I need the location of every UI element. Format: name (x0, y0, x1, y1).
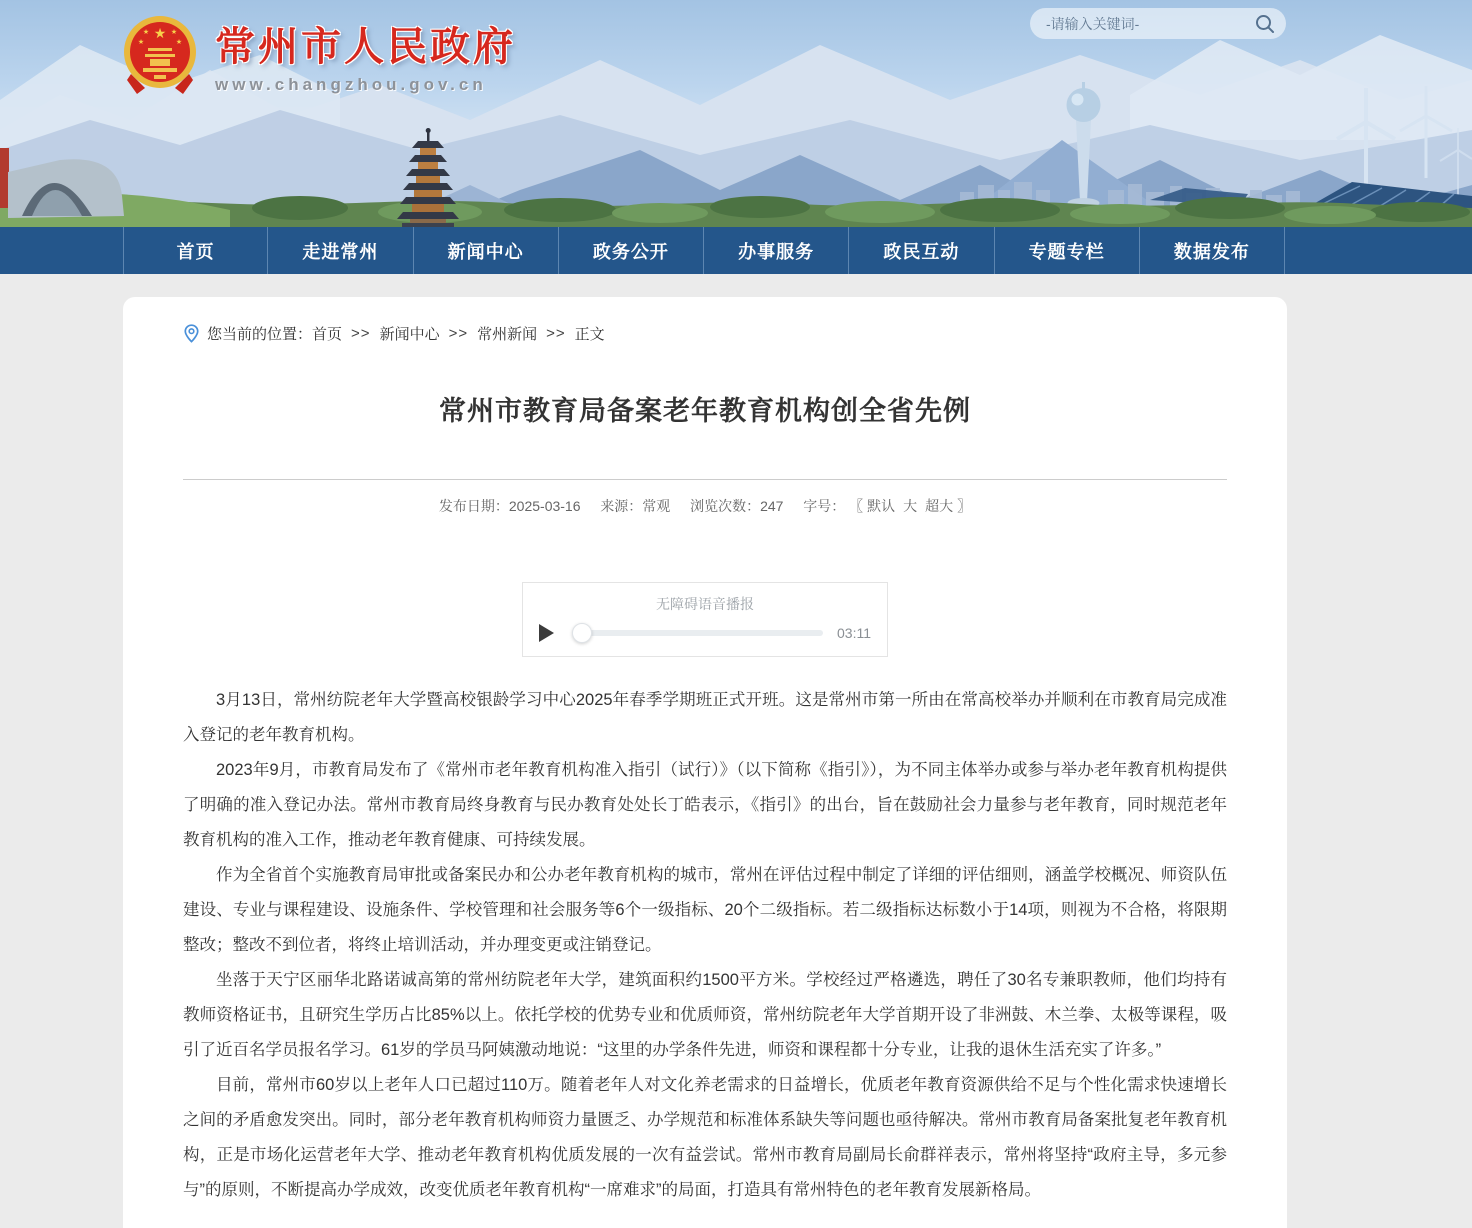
nav-label: 专题专栏 (1028, 241, 1105, 262)
article-paragraph: 坐落于天宁区丽华北路诺诚高第的常州纺院老年大学，建筑面积约1500平方米。学校经过严格遴选，聘任了30名专兼职教师，他们均持有教师资格证书，且研究生学历占比85%以上。依托学校的优势专业和优质师资，常州纺院老年大学首期开设了非洲鼓、木兰拳、太极等课程，吸引了近百名学员报名学习。61岁的学员马阿姨激动地说：“这里的办学条件先进，师资和课程都十分专业，让我的退休生活充实了许多。” (183, 971, 1227, 1059)
article-paragraph: 目前，常州市60岁以上老年人口已超过110万。随着老年人对文化养老需求的日益增长，优质老年教育资源供给不足与个性化需求快速增长之间的矛盾愈发突出。同时，部分老年教育机构师资力量匮乏、办学规范和标准体系缺失等问题也亟待解决。常州市教育局备案批复老年教育机构，正是市场化运营老年大学、推动老年教育机构优质发展的一次有益尝试。常州市教育局副局长俞群祥表示，常州将坚持“政府主导，多元参与”的原则，不断提高办学成效，改变优质老年教育机构“一席难求”的局面，打造具有常州特色的老年教育发展新格局。 (183, 1076, 1227, 1199)
search-icon (1254, 13, 1276, 35)
meta-date-label: 发布日期： (438, 498, 509, 514)
site-name: 常州市人民政府 (215, 25, 516, 69)
nav-item-news-center[interactable] (414, 227, 559, 274)
article-meta (183, 496, 1227, 516)
breadcrumb-separator: >> (351, 325, 371, 342)
main-nav (0, 227, 1472, 274)
meta-views-value: 247 (760, 498, 784, 514)
meta-source-value: 常观 (642, 498, 671, 514)
nav-label: 政务公开 (592, 241, 669, 262)
svg-text:★: ★ (175, 39, 183, 46)
svg-text:★: ★ (153, 25, 167, 41)
audio-player-title: 无障碍语音播报 (656, 596, 754, 612)
nav-item-gov-disclosure[interactable] (559, 227, 704, 274)
nav-item-home[interactable] (123, 227, 268, 274)
national-emblem-icon (121, 12, 199, 98)
page-body (0, 274, 1472, 1228)
fontsize-option-default[interactable]: 默认 (867, 498, 896, 514)
audio-progress-handle[interactable] (572, 623, 592, 643)
breadcrumb-item-changzhou-news[interactable]: 常州新闻 (477, 326, 538, 343)
article-paragraph: 作为全省首个实施教育局审批或备案民办和公办老年教育机构的城市，常州在评估过程中制定了详细的评估细则，涵盖学校概况、师资队伍建设、专业与课程建设、设施条件、学校管理和社会服务等6个一级指标、20个二级指标。若二级指标达标数小于14项，则视为不合格，将限期整改；整改不到位者，将终止培训活动，并办理变更或注销登记。 (183, 866, 1227, 954)
site-logo[interactable] (121, 12, 516, 98)
breadcrumb (183, 323, 1227, 344)
breadcrumb-item-current: 正文 (574, 326, 605, 343)
nav-label: 走进常州 (302, 241, 379, 262)
svg-text:★: ★ (142, 29, 150, 36)
article-card (123, 297, 1287, 1228)
article-title: 常州市教育局备案老年教育机构创全省先例 (439, 396, 971, 426)
header-banner (0, 0, 1472, 227)
breadcrumb-prefix: 您当前的位置： (207, 326, 313, 343)
article-paragraph: 2023年9月，市教育局发布了《常州市老年教育机构准入指引（试行）》（以下简称《指引》），为不同主体举办或参与举办老年教育机构提供了明确的准入登记办法。常州市教育局终身教育与民办教育处处长丁皓表示，《指引》的出台，旨在鼓励社会力量参与老年教育，同时规范老年教育机构的准入工作，推动老年教育健康、可持续发展。 (183, 761, 1227, 849)
meta-fontsize-label: 字号： (803, 498, 846, 514)
article-paragraph: 3月13日，常州纺院老年大学暨高校银龄学习中心2025年春季学期班正式开班。这是常州市第一所由在常高校举办并顺利在市教育局完成准入登记的老年教育机构。 (183, 691, 1227, 744)
nav-label: 办事服务 (738, 241, 815, 262)
search-input[interactable] (1044, 15, 1254, 33)
meta-date-value: 2025-03-16 (508, 498, 581, 514)
nav-item-interaction[interactable] (849, 227, 994, 274)
nav-label: 数据发布 (1173, 241, 1250, 262)
search-box (1030, 8, 1286, 39)
location-pin-icon (183, 324, 200, 343)
fontsize-option-xlarge[interactable]: 超大 (925, 498, 954, 514)
nav-item-special-topics[interactable] (995, 227, 1140, 274)
nav-label: 政民互动 (883, 241, 960, 262)
breadcrumb-item-home[interactable]: 首页 (312, 326, 343, 343)
nav-item-data-release[interactable] (1140, 227, 1285, 274)
meta-views-label: 浏览次数： (690, 498, 761, 514)
nav-item-about-changzhou[interactable] (268, 227, 413, 274)
audio-progress-track[interactable] (574, 630, 823, 636)
article-body (183, 683, 1227, 1208)
nav-label: 首页 (176, 241, 215, 262)
breadcrumb-item-news-center[interactable]: 新闻中心 (379, 326, 440, 343)
audio-player (522, 582, 888, 657)
svg-text:★: ★ (137, 39, 145, 46)
play-icon[interactable] (539, 624, 554, 642)
fontsize-bracket-open: 〖 (849, 498, 864, 514)
svg-text:★: ★ (170, 29, 178, 36)
site-url: www.changzhou.gov.cn (215, 75, 487, 94)
nav-label: 新闻中心 (447, 241, 524, 262)
fontsize-bracket-close: 〗 (957, 498, 972, 514)
fontsize-option-large[interactable]: 大 (903, 498, 918, 514)
breadcrumb-separator: >> (546, 325, 566, 342)
audio-duration: 03:11 (837, 625, 871, 641)
meta-source-label: 来源： (600, 498, 643, 514)
breadcrumb-separator: >> (448, 325, 469, 342)
nav-item-services[interactable] (704, 227, 849, 274)
title-divider (183, 479, 1227, 480)
search-button[interactable] (1254, 13, 1276, 35)
